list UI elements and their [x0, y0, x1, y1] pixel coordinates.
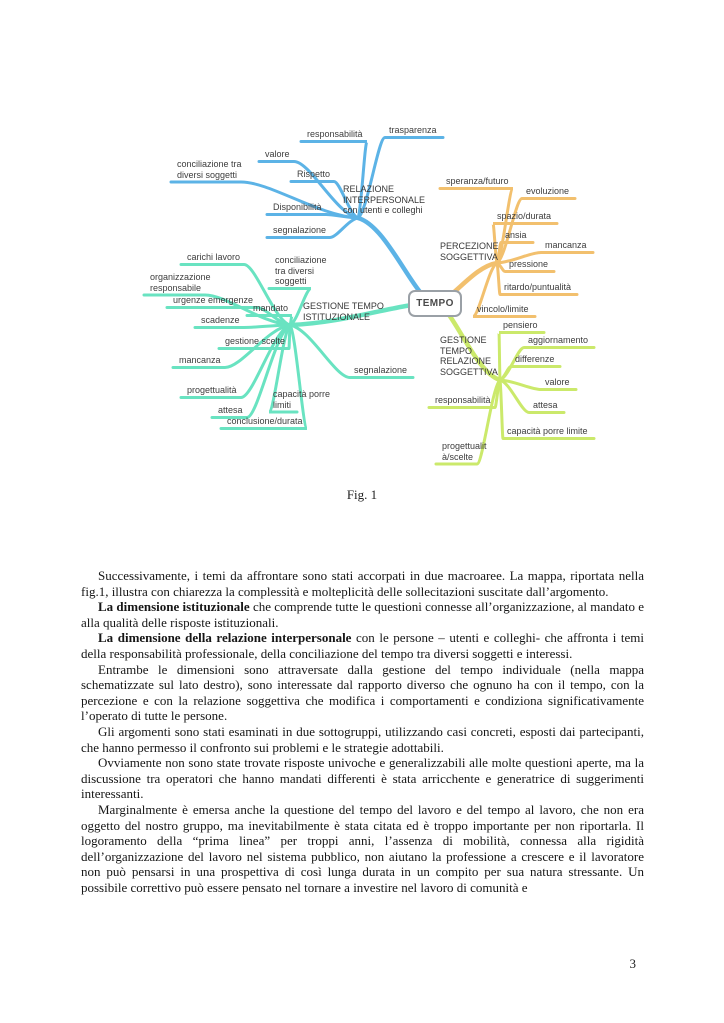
map-leaf-label: capacità porre limite: [507, 426, 588, 436]
page-number: 3: [629, 956, 636, 971]
paragraph-bold: La dimensione istituzionale: [98, 599, 250, 615]
paragraph: [81, 599, 644, 630]
mindmap-labels: [0, 0, 724, 500]
map-leaf-label: conclusione/durata: [227, 416, 303, 426]
map-leaf-label: ansia: [505, 230, 527, 240]
map-leaf-label: differenze: [515, 354, 555, 364]
paragraph-text: Marginalmente è emersa anche la questione del tempo del lavoro e del tempo al lavoro, che non era oggetto del nostro gruppo, ma inevitabilmente è stata citata ed è troppo importante per non riportarla. Il logoramento della “prima linea” per troppi anni, l’assenza di mobilità, connessa alla rigidità dell’organizzazione del lavoro nel sistema pubblico, non aiutano la professione a crescere e il lavoratore non può pensarsi in una prospettiva di così lunga durata in un compito per sua natura stressante. Un possibile correttivo può essere pensato nel tornare a investire nel lavoro di comunità e: [81, 801, 644, 895]
map-branch-label: RELAZIONE INTERPERSONALE con utenti e colleghi: [343, 184, 426, 215]
map-leaf-label: speranza/futuro: [446, 176, 509, 186]
paragraph-text: con le persone – utenti e colleghi- che affronta i temi della responsabilità professionale, della conciliazione del tempo tra diversi soggetti e interessi.: [81, 630, 644, 661]
map-leaf-label: mancanza: [545, 240, 587, 250]
map-leaf-label: segnalazione: [273, 225, 327, 235]
map-leaf-label: responsabilità: [307, 129, 363, 139]
map-leaf-label: capacità porre limiti: [273, 389, 331, 410]
paragraph-bold: La dimensione della relazione interpersonale: [98, 630, 352, 646]
map-leaf-label: progettualit à/scelte: [442, 441, 487, 462]
map-leaf-label: attesa: [533, 400, 558, 410]
map-branch-label: GESTIONE TEMPO ISTITUZIONALE: [303, 301, 384, 322]
mindmap-center-node: [408, 290, 462, 317]
paragraph-text: che comprende tutte le questioni connesse all’organizzazione, al mandato e alla qualità delle risposte istituzionali.: [81, 599, 644, 630]
paragraph-text: Ovviamente non sono state trovate risposte univoche e generalizzabili alle molte questioni aperte, ma la discussione tra operatori che hanno mandati differenti è stata arricchente e generatrice di suggerimenti interessanti.: [81, 755, 644, 802]
map-leaf-label: progettualità: [187, 385, 237, 395]
map-branch-label: PERCEZIONE SOGGETTIVA: [440, 241, 499, 262]
map-leaf-label: Rispetto: [297, 169, 331, 179]
map-leaf-label: pressione: [509, 259, 549, 269]
paragraph: [81, 755, 644, 802]
map-leaf-label: mandato: [253, 303, 289, 313]
mindmap-center-label: TEMPO: [416, 298, 454, 309]
map-leaf-label: organizzazione responsabile: [150, 272, 211, 293]
map-leaf-label: spazio/durata: [497, 211, 552, 221]
body-text: [81, 568, 644, 895]
map-leaf-label: aggiornamento: [528, 335, 589, 345]
map-leaf-label: valore: [545, 377, 570, 387]
map-leaf-label: ritardo/puntualità: [504, 282, 572, 292]
map-leaf-label: vincolo/limite: [477, 304, 529, 314]
paragraph-text: Successivamente, i temi da affrontare sono stati accorpati in due macroaree. La mappa, riportata nella fig.1, illustra con chiarezza la complessità e molteplicità delle sollecitazioni suscitate dall’argomento.: [81, 568, 644, 599]
paragraph: [81, 568, 644, 599]
map-leaf-label: pensiero: [503, 320, 538, 330]
paragraph: [81, 662, 644, 724]
paragraph: [81, 802, 644, 896]
map-leaf-label: conciliazione tra diversi soggetti: [275, 255, 327, 286]
map-leaf-label: valore: [265, 149, 290, 159]
map-leaf-label: conciliazione tra diversi soggetti: [177, 159, 242, 180]
paragraph-text: Entrambe le dimensioni sono attraversate dalla gestione del tempo individuale (nella mappa schematizzate sul lato destro), sono interessate dal rapporto diverso che ognuno ha con il tempo, con la percezione e con la relazione soggettiva che modifica i comportamenti e condiziona significativamente l’operato di tutte le persone.: [81, 661, 644, 724]
map-leaf-label: evoluzione: [526, 186, 570, 196]
map-leaf-label: trasparenza: [389, 125, 437, 135]
map-leaf-label: scadenze: [201, 315, 240, 325]
map-leaf-label: attesa: [218, 405, 243, 415]
map-leaf-label: Disponibilità: [273, 202, 322, 212]
map-leaf-label: mancanza: [179, 355, 221, 365]
map-branch-label: GESTIONE TEMPO RELAZIONE SOGGETTIVA: [440, 335, 498, 377]
map-leaf-label: carichi lavoro: [187, 252, 241, 262]
map-leaf-label: gestione scelte: [225, 336, 286, 346]
paragraph: [81, 630, 644, 661]
map-leaf-label: responsabilità: [435, 395, 491, 405]
figure-caption: Fig. 1: [346, 487, 378, 502]
map-leaf-label: urgenze emergenze: [173, 295, 254, 305]
paragraph-text: Gli argomenti sono stati esaminati in due sottogruppi, utilizzando casi concreti, esposti dai partecipanti, che hanno permesso il confronto sui problemi e le strategie adottabili.: [81, 723, 644, 755]
paragraph: [81, 724, 644, 755]
map-leaf-label: segnalazione: [354, 365, 408, 375]
